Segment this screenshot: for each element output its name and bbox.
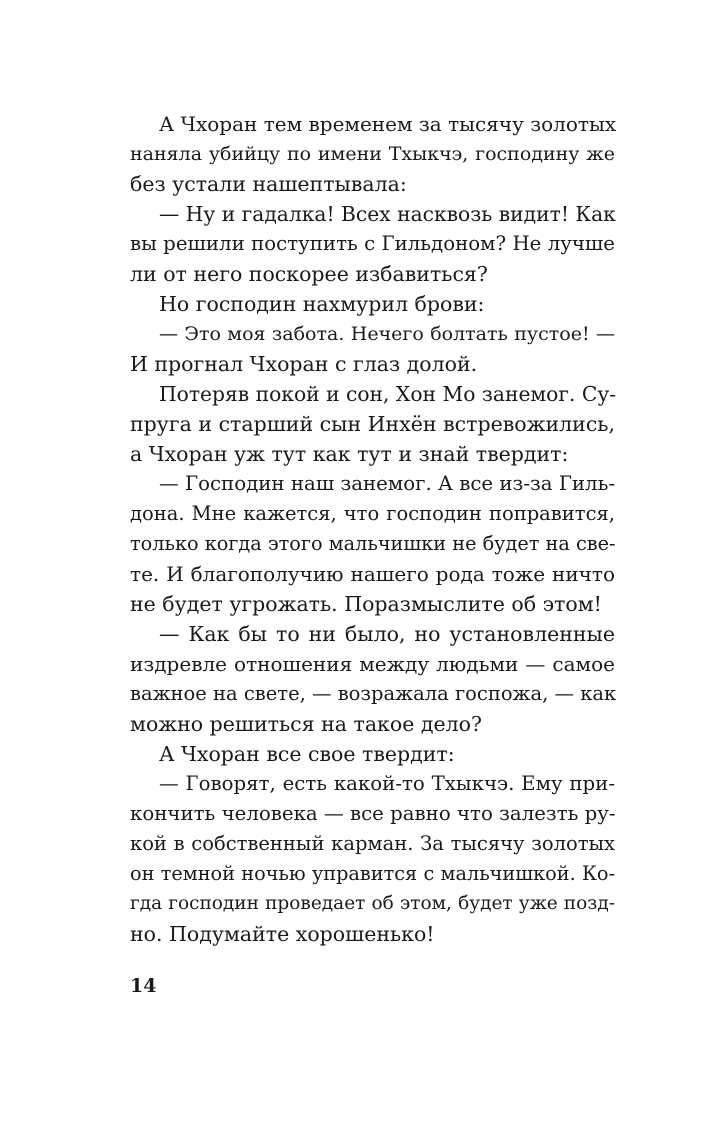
text-line: И прогнал Чхоран с глаз долой. (130, 352, 478, 376)
text-line: — Как бы то ни было, но установленные (159, 622, 615, 646)
body-text (130, 109, 615, 949)
text-line: издревле отношения между людьми — самое (130, 652, 615, 676)
text-line: пруга и старший сын Инхён встревожились, (130, 412, 615, 436)
text-line: только когда этого мальчишки не будет на све- (130, 532, 616, 555)
text-line: Потеряв покой и сон, Хон Мо занемог. Су- (159, 382, 617, 406)
text-line: — Говорят, есть какой-то Тхыкчэ. Ему при- (159, 772, 615, 795)
text-line: он темной ночью управится с мальчишкой. Ко- (130, 862, 615, 885)
text-line: не будет угрожать. Поразмыслите об этом! (130, 592, 602, 616)
text-line: ли от него поскорее избавиться? (130, 262, 488, 286)
text-line: а Чхоран уж тут как тут и знай твердит: (130, 442, 569, 466)
text-line: — Ну и гадалка! Всех насквозь видит! Как (159, 202, 616, 226)
text-line: дона. Мне кажется, что господин поправится, (130, 502, 615, 525)
text-line: А Чхоран все свое твердит: (159, 742, 455, 766)
text-line: кой в собственный карман. За тысячу золотых (130, 832, 615, 855)
text-line: важное на свете, — возражала госпожа, — как (130, 682, 617, 705)
page-number: 14 (130, 975, 157, 997)
text-line: те. И благополучию нашего рода тоже ничто (130, 562, 615, 586)
text-line: — Это моя забота. Нечего болтать пустое! — (159, 323, 615, 345)
text-line: но. Подумайте хорошенько! (130, 922, 435, 946)
text-line: наняла убийцу по имени Тхыкчэ, господину же (130, 143, 615, 165)
text-line: — Господин наш занемог. А все из-за Гиль- (159, 472, 616, 495)
text-line: Но господин нахмурил брови: (159, 292, 485, 316)
text-line: гда господин проведает об этом, будет уже позд- (130, 893, 615, 914)
text-line: без устали нашептывала: (130, 172, 407, 196)
text-line: вы решили поступить с Гильдоном? Не лучше (130, 232, 615, 255)
text-line: можно решиться на такое дело? (130, 712, 482, 736)
text-line: кончить человека — все равно что залезть ру- (130, 802, 616, 825)
text-line: А Чхоран тем временем за тысячу золотых (159, 112, 617, 136)
